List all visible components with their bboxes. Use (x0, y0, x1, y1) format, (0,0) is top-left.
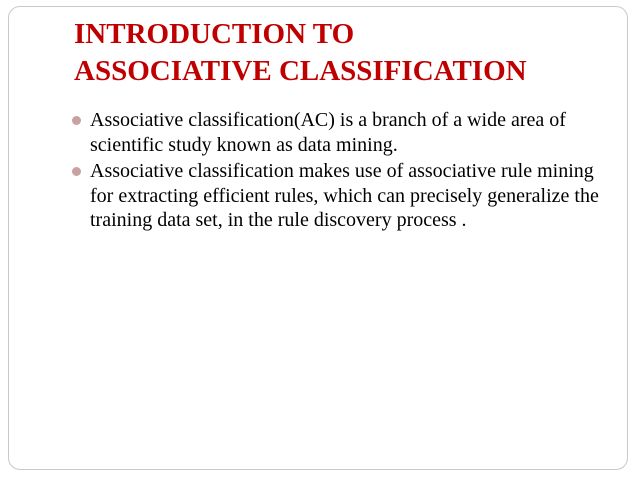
bullet-item (72, 108, 612, 157)
bullet-text: Associative classification(AC) is a branch of a wide area of scientific study known as data mining. (90, 109, 566, 156)
title-line-1: INTRODUCTION TO (74, 18, 355, 50)
bullet-list (72, 108, 612, 235)
title-line-2: ASSOCIATIVE CLASSIFICATION (74, 55, 527, 87)
bullet-item (72, 159, 612, 233)
slide-title (74, 16, 614, 90)
bullet-marker-icon (72, 167, 81, 176)
bullet-marker-icon (72, 116, 81, 125)
bullet-text: Associative classification makes use of associative rule mining for extracting efficient rules, which can precisely generalize the training data set, in the rule discovery process . (90, 160, 599, 231)
